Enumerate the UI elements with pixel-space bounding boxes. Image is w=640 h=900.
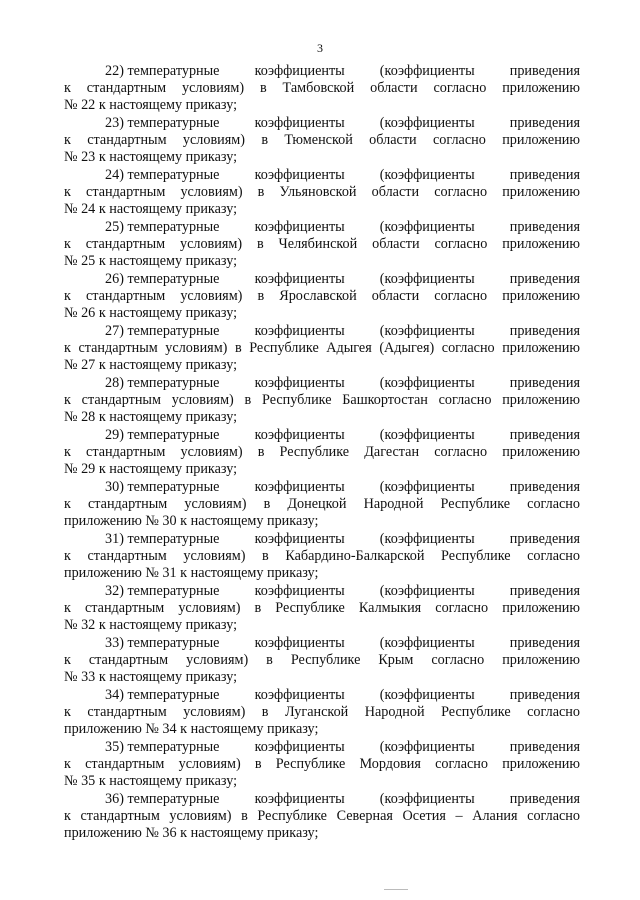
list-item xyxy=(64,479,580,531)
item-word: коэффициенты xyxy=(254,687,345,703)
item-first-line xyxy=(64,219,580,236)
item-word: (коэффициенты xyxy=(379,739,475,755)
item-middle-line: к стандартным условиям) в Республике Адыгея (Адыгея) согласно приложению xyxy=(64,340,580,357)
item-word: приведения xyxy=(509,739,580,755)
item-word: (коэффициенты xyxy=(379,427,475,443)
list-item xyxy=(64,323,580,375)
item-last-line: приложению № 30 к настоящему приказу; xyxy=(64,513,319,530)
item-first-line xyxy=(64,427,580,444)
list-item xyxy=(64,687,580,739)
item-word: 29) температурные xyxy=(105,427,220,443)
item-word: коэффициенты xyxy=(254,635,345,651)
item-middle-line: к стандартным условиям) в Челябинской области согласно приложению xyxy=(64,236,580,253)
item-word: 34) температурные xyxy=(105,687,220,703)
item-word: приведения xyxy=(509,791,580,807)
list-item xyxy=(64,63,580,115)
item-middle-line: к стандартным условиям) в Республике Крым согласно приложению xyxy=(64,652,580,669)
list-item xyxy=(64,167,580,219)
page-number: 3 xyxy=(317,41,323,55)
item-middle-line: к стандартным условиям) в Донецкой Народной Республике согласно xyxy=(64,496,580,513)
item-word: приведения xyxy=(509,583,580,599)
item-first-line xyxy=(64,739,580,756)
item-word: приведения xyxy=(509,271,580,287)
list-item xyxy=(64,739,580,791)
item-last-line: № 33 к настоящему приказу; xyxy=(64,669,238,686)
item-first-line xyxy=(64,635,580,652)
item-word: приведения xyxy=(509,63,580,79)
item-word: 30) температурные xyxy=(105,479,220,495)
list-item xyxy=(64,635,580,687)
item-word: приведения xyxy=(509,375,580,391)
item-word: приведения xyxy=(509,427,580,443)
item-word: приведения xyxy=(509,687,580,703)
item-last-line: № 24 к настоящему приказу; xyxy=(64,201,238,218)
item-last-line: № 28 к настоящему приказу; xyxy=(64,409,238,426)
list-item xyxy=(64,427,580,479)
item-word: 28) температурные xyxy=(105,375,220,391)
item-first-line xyxy=(64,271,580,288)
item-word: 25) температурные xyxy=(105,219,220,235)
item-word: коэффициенты xyxy=(254,323,345,339)
item-first-line xyxy=(64,531,580,548)
item-word: 22) температурные xyxy=(105,63,220,79)
item-middle-line: к стандартным условиям) в Ярославской области согласно приложению xyxy=(64,288,580,305)
item-middle-line: к стандартным условиям) в Республике Мордовия согласно приложению xyxy=(64,756,580,773)
item-first-line xyxy=(64,63,580,80)
item-word: 26) температурные xyxy=(105,271,220,287)
item-word: (коэффициенты xyxy=(379,375,475,391)
item-word: приведения xyxy=(509,635,580,651)
item-word: коэффициенты xyxy=(254,115,345,131)
list-item xyxy=(64,583,580,635)
item-word: 36) температурные xyxy=(105,791,220,807)
item-word: (коэффициенты xyxy=(379,115,475,131)
item-word: приведения xyxy=(509,115,580,131)
item-last-line: № 26 к настоящему приказу; xyxy=(64,305,238,322)
item-word: (коэффициенты xyxy=(379,271,475,287)
item-last-line: приложению № 36 к настоящему приказу; xyxy=(64,825,319,842)
item-word: 23) температурные xyxy=(105,115,220,131)
item-word: (коэффициенты xyxy=(379,531,475,547)
item-last-line: № 25 к настоящему приказу; xyxy=(64,253,238,270)
item-word: (коэффициенты xyxy=(379,323,475,339)
item-last-line: № 29 к настоящему приказу; xyxy=(64,461,238,478)
order-items-list xyxy=(64,63,580,843)
item-word: приведения xyxy=(509,531,580,547)
item-word: (коэффициенты xyxy=(379,687,475,703)
item-middle-line: к стандартным условиям) в Тюменской области согласно приложению xyxy=(64,132,580,149)
item-word: коэффициенты xyxy=(254,63,345,79)
item-first-line xyxy=(64,375,580,392)
item-word: 32) температурные xyxy=(105,583,220,599)
item-last-line: № 27 к настоящему приказу; xyxy=(64,357,238,374)
item-word: (коэффициенты xyxy=(379,479,475,495)
list-item xyxy=(64,219,580,271)
item-middle-line: к стандартным условиям) в Ульяновской области согласно приложению xyxy=(64,184,580,201)
item-word: приведения xyxy=(509,167,580,183)
item-word: (коэффициенты xyxy=(379,791,475,807)
item-last-line: № 22 к настоящему приказу; xyxy=(64,97,238,114)
item-first-line xyxy=(64,115,580,132)
item-word: (коэффициенты xyxy=(379,219,475,235)
item-word: (коэффициенты xyxy=(379,583,475,599)
item-word: коэффициенты xyxy=(254,739,345,755)
item-middle-line: к стандартным условиям) в Кабардино-Балкарской Республике согласно xyxy=(64,548,580,565)
list-item xyxy=(64,375,580,427)
item-word: коэффициенты xyxy=(254,427,345,443)
item-middle-line: к стандартным условиям) в Республике Башкортостан согласно приложению xyxy=(64,392,580,409)
item-last-line: приложению № 34 к настоящему приказу; xyxy=(64,721,319,738)
item-middle-line: к стандартным условиям) в Республике Северная Осетия – Алания согласно xyxy=(64,808,580,825)
item-first-line xyxy=(64,583,580,600)
item-word: приведения xyxy=(509,479,580,495)
item-word: коэффициенты xyxy=(254,531,345,547)
item-first-line xyxy=(64,167,580,184)
item-word: коэффициенты xyxy=(254,479,345,495)
item-middle-line: к стандартным условиям) в Луганской Народной Республике согласно xyxy=(64,704,580,721)
item-word: коэффициенты xyxy=(254,791,345,807)
item-word: 33) температурные xyxy=(105,635,220,651)
item-word: 27) температурные xyxy=(105,323,220,339)
item-last-line: № 35 к настоящему приказу; xyxy=(64,773,238,790)
item-word: 24) температурные xyxy=(105,167,220,183)
scan-artifact xyxy=(384,889,408,890)
item-word: 31) температурные xyxy=(105,531,220,547)
item-first-line xyxy=(64,687,580,704)
item-word: (коэффициенты xyxy=(379,635,475,651)
item-last-line: приложению № 31 к настоящему приказу; xyxy=(64,565,319,582)
item-word: приведения xyxy=(509,323,580,339)
item-last-line: № 23 к настоящему приказу; xyxy=(64,149,238,166)
item-first-line xyxy=(64,323,580,340)
list-item xyxy=(64,791,580,843)
item-middle-line: к стандартным условиям) в Республике Дагестан согласно приложению xyxy=(64,444,580,461)
item-first-line xyxy=(64,479,580,496)
item-word: коэффициенты xyxy=(254,271,345,287)
item-word: (коэффициенты xyxy=(379,167,475,183)
item-word: коэффициенты xyxy=(254,375,345,391)
item-word: 35) температурные xyxy=(105,739,220,755)
list-item xyxy=(64,271,580,323)
item-middle-line: к стандартным условиям) в Тамбовской области согласно приложению xyxy=(64,80,580,97)
item-word: коэффициенты xyxy=(254,219,345,235)
item-middle-line: к стандартным условиям) в Республике Калмыкия согласно приложению xyxy=(64,600,580,617)
list-item xyxy=(64,115,580,167)
list-item xyxy=(64,531,580,583)
item-word: приведения xyxy=(509,219,580,235)
item-word: коэффициенты xyxy=(254,167,345,183)
item-word: (коэффициенты xyxy=(379,63,475,79)
item-first-line xyxy=(64,791,580,808)
item-last-line: № 32 к настоящему приказу; xyxy=(64,617,238,634)
item-word: коэффициенты xyxy=(254,583,345,599)
